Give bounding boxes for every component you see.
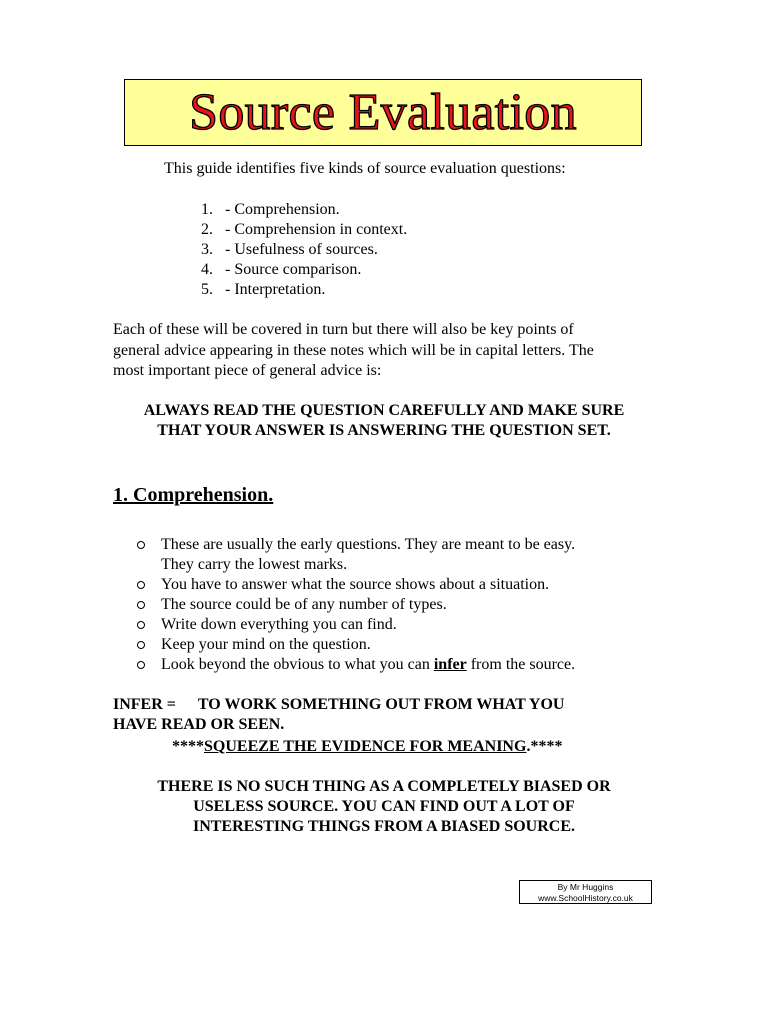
list-item-text: - Usefulness of sources. bbox=[225, 241, 378, 258]
infer-definition bbox=[113, 695, 673, 735]
general-advice-paragraph bbox=[113, 320, 653, 382]
infer-keyword: infer bbox=[433, 656, 467, 673]
asterisks: **** bbox=[172, 738, 204, 755]
advice-line: ALWAYS READ THE QUESTION CAREFULLY AND MAKE SURE bbox=[143, 402, 625, 419]
list-item bbox=[137, 655, 657, 675]
bullet-text: from the source. bbox=[466, 656, 576, 673]
comprehension-bullet-list bbox=[137, 535, 657, 675]
bullet-circle-icon bbox=[137, 581, 145, 589]
paragraph-line: general advice appearing in these notes which will be in capital letters. The bbox=[113, 341, 594, 359]
definition-term: INFER = bbox=[113, 696, 176, 713]
bullet-circle-icon bbox=[137, 641, 145, 649]
bias-line: INTERESTING THINGS FROM A BIASED SOURCE. bbox=[192, 818, 576, 835]
list-number: 2. bbox=[201, 221, 213, 238]
list-item bbox=[201, 220, 407, 240]
bullet-circle-icon bbox=[137, 541, 145, 549]
definition-text: HAVE READ OR SEEN. bbox=[113, 716, 285, 733]
list-item-text: - Interpretation. bbox=[225, 281, 326, 298]
page-title: Source Evaluation bbox=[189, 83, 577, 141]
list-number: 3. bbox=[201, 241, 213, 258]
bullet-text: These are usually the early questions. They are meant to be easy. bbox=[161, 536, 576, 553]
bias-note bbox=[100, 777, 668, 837]
list-number: 4. bbox=[201, 261, 213, 278]
bias-line: THERE IS NO SUCH THING AS A COMPLETELY BIASED OR bbox=[157, 778, 611, 795]
list-item bbox=[137, 535, 657, 575]
bullet-text: The source could be of any number of types. bbox=[161, 596, 447, 613]
squeeze-evidence-note bbox=[172, 737, 562, 757]
list-number: 1. bbox=[201, 201, 213, 218]
bullet-text: Look beyond the obvious to what you can bbox=[161, 656, 434, 673]
bullet-text: Write down everything you can find. bbox=[161, 616, 397, 633]
list-item bbox=[137, 635, 657, 655]
list-item bbox=[201, 260, 407, 280]
bullet-circle-icon bbox=[137, 601, 145, 609]
list-item bbox=[201, 200, 407, 220]
list-number: 5. bbox=[201, 281, 213, 298]
bullet-circle-icon bbox=[137, 661, 145, 669]
list-item bbox=[201, 280, 407, 300]
bullet-text: Keep your mind on the question. bbox=[161, 636, 371, 653]
definition-text: TO WORK SOMETHING OUT FROM WHAT YOU bbox=[197, 696, 565, 713]
intro-text: This guide identifies five kinds of source evaluation questions: bbox=[164, 160, 566, 177]
bias-line: USELESS SOURCE. YOU CAN FIND OUT A LOT OF bbox=[193, 798, 575, 815]
author-credit: By Mr Huggins bbox=[557, 882, 614, 892]
list-item-text: - Source comparison. bbox=[225, 261, 362, 278]
list-item-text: - Comprehension. bbox=[225, 201, 340, 218]
asterisks: .**** bbox=[526, 738, 563, 755]
list-item-text: - Comprehension in context. bbox=[225, 221, 408, 238]
paragraph-line: Each of these will be covered in turn but there will also be key points of bbox=[113, 321, 574, 338]
section-heading-comprehension: 1. Comprehension. bbox=[113, 484, 274, 506]
advice-line: THAT YOUR ANSWER IS ANSWERING THE QUESTION SET. bbox=[157, 422, 611, 439]
title-banner bbox=[124, 79, 642, 146]
list-item bbox=[201, 240, 407, 260]
bullet-text: You have to answer what the source shows about a situation. bbox=[161, 576, 550, 593]
question-types-list bbox=[201, 200, 407, 300]
key-advice bbox=[100, 401, 668, 441]
bullet-text: They carry the lowest marks. bbox=[161, 556, 348, 573]
bullet-circle-icon bbox=[137, 621, 145, 629]
list-item bbox=[137, 615, 657, 635]
website-credit: www.SchoolHistory.co.uk bbox=[538, 892, 633, 903]
squeeze-text: SQUEEZE THE EVIDENCE FOR MEANING bbox=[204, 738, 527, 755]
author-credit-box bbox=[519, 880, 652, 904]
list-item bbox=[137, 575, 657, 595]
paragraph-line: most important piece of general advice is: bbox=[113, 362, 382, 379]
list-item bbox=[137, 595, 657, 615]
